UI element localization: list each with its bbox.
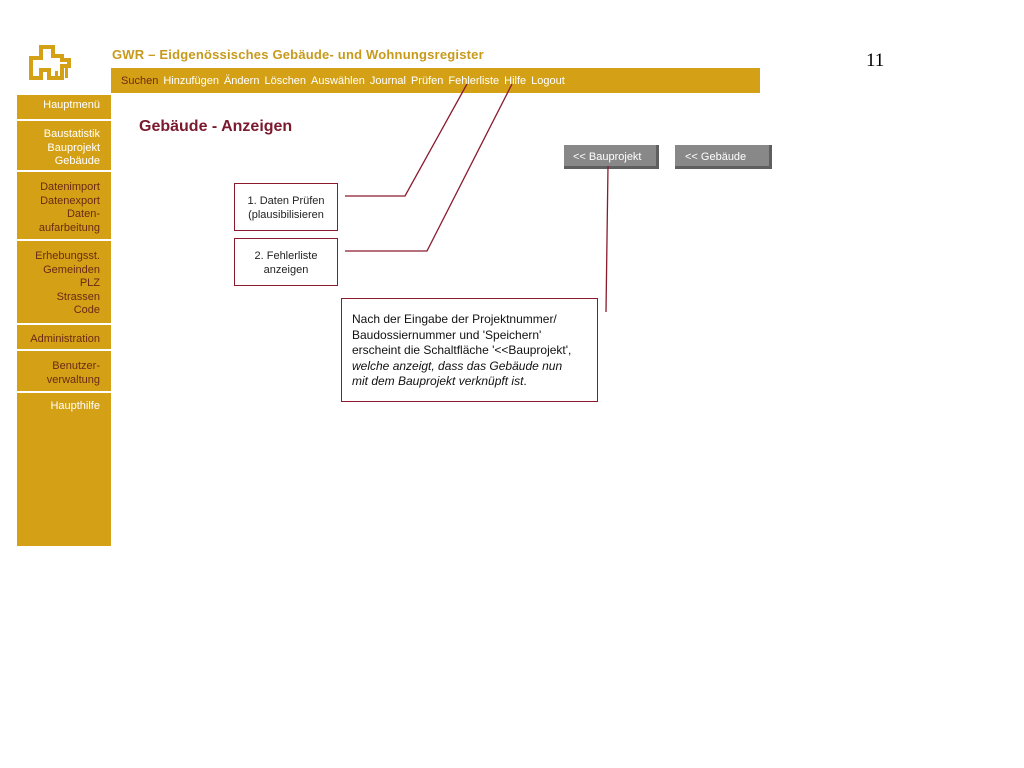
- sidebar-item-label: Datenimport: [40, 181, 100, 193]
- sidebar-item-label: Daten-: [66, 208, 100, 220]
- sidebar: [17, 95, 111, 546]
- menu-item-logout[interactable]: Logout: [531, 74, 565, 87]
- callout-text: 2. Fehlerliste: [254, 250, 318, 262]
- button-label: << Bauprojekt: [573, 151, 642, 163]
- back-to-bauprojekt-button[interactable]: [564, 145, 659, 169]
- sidebar-item-label: verwaltung: [46, 373, 100, 386]
- menu-item-aendern[interactable]: Ändern: [223, 74, 260, 87]
- menu-item-suchen[interactable]: Suchen: [121, 74, 159, 87]
- sidebar-item-administration[interactable]: [17, 323, 111, 349]
- note-text: .: [523, 374, 527, 388]
- menu-item-pruefen[interactable]: Prüfen: [410, 74, 444, 87]
- menu-item-fehlerliste[interactable]: Fehlerliste: [448, 74, 500, 87]
- page-title: Gebäude - Anzeigen: [139, 118, 293, 135]
- connector-bauprojekt-line: [606, 166, 608, 312]
- callout-text: (plausibilisieren: [248, 209, 324, 221]
- menu-item-journal[interactable]: Journal: [369, 74, 406, 87]
- sidebar-item-hauptmenu[interactable]: [17, 95, 111, 119]
- back-to-gebaeude-button[interactable]: [675, 145, 772, 169]
- sidebar-item-label: Haupthilfe: [50, 400, 100, 412]
- sidebar-item-daten[interactable]: [17, 170, 111, 239]
- sidebar-item-label: Hauptmenü: [43, 99, 100, 111]
- main-menu-bar: [111, 68, 760, 93]
- sidebar-item-label: Gemeinden: [43, 263, 100, 276]
- callout-text: anzeigen: [263, 264, 309, 276]
- note-text: erscheint die Schaltfläche '<<Bauprojekt',: [352, 343, 572, 357]
- sidebar-item-label: Datenexport: [40, 194, 100, 207]
- button-label: << Gebäude: [685, 151, 747, 163]
- callout-daten-pruefen: [234, 183, 338, 231]
- menu-item-auswaehlen[interactable]: Auswählen: [311, 74, 365, 87]
- note-text: Nach der Eingabe der Projektnummer/: [352, 312, 557, 326]
- connector-fehlerliste-line: [345, 84, 512, 251]
- menu-item-hilfe[interactable]: Hilfe: [504, 74, 527, 87]
- sidebar-item-label: PLZ: [79, 277, 100, 289]
- sidebar-item-label: Administration: [30, 333, 100, 345]
- menu-item-loeschen[interactable]: Löschen: [264, 74, 307, 87]
- sidebar-item-label: Gebäude: [54, 155, 100, 167]
- sidebar-item-label: aufarbeitung: [38, 221, 100, 234]
- connector-pruefen-line: [345, 84, 467, 196]
- sidebar-item-label: Bauprojekt: [47, 141, 100, 154]
- note-text: Baudossiernummer und 'Speichern': [352, 327, 542, 342]
- sidebar-item-label: Strassen: [56, 290, 100, 303]
- sidebar-item-benutzer[interactable]: [17, 349, 111, 391]
- gwr-logo-icon: [27, 44, 73, 82]
- sidebar-item-label: Erhebungsst.: [35, 250, 100, 262]
- sidebar-item-baustatistik[interactable]: [17, 119, 111, 170]
- sidebar-item-label: Benutzer-: [52, 360, 100, 372]
- callout-fehlerliste: [234, 238, 338, 286]
- page-number: 11: [866, 50, 885, 71]
- sidebar-item-haupthilfe[interactable]: [17, 391, 111, 546]
- sidebar-item-label: Code: [73, 304, 100, 316]
- note-text-italic: welche anzeigt, dass das Gebäude nun: [352, 358, 563, 373]
- explanation-note: [341, 298, 598, 402]
- note-text-italic: mit dem Bauprojekt verknüpft ist: [352, 374, 524, 388]
- menu-item-hinzufuegen[interactable]: Hinzufügen: [163, 74, 219, 87]
- sidebar-item-label: Baustatistik: [43, 128, 100, 140]
- sidebar-item-erhebung[interactable]: [17, 239, 111, 323]
- callout-text: 1. Daten Prüfen: [247, 195, 325, 207]
- app-title: GWR – Eidgenössisches Gebäude- und Wohnungsregister: [112, 47, 484, 62]
